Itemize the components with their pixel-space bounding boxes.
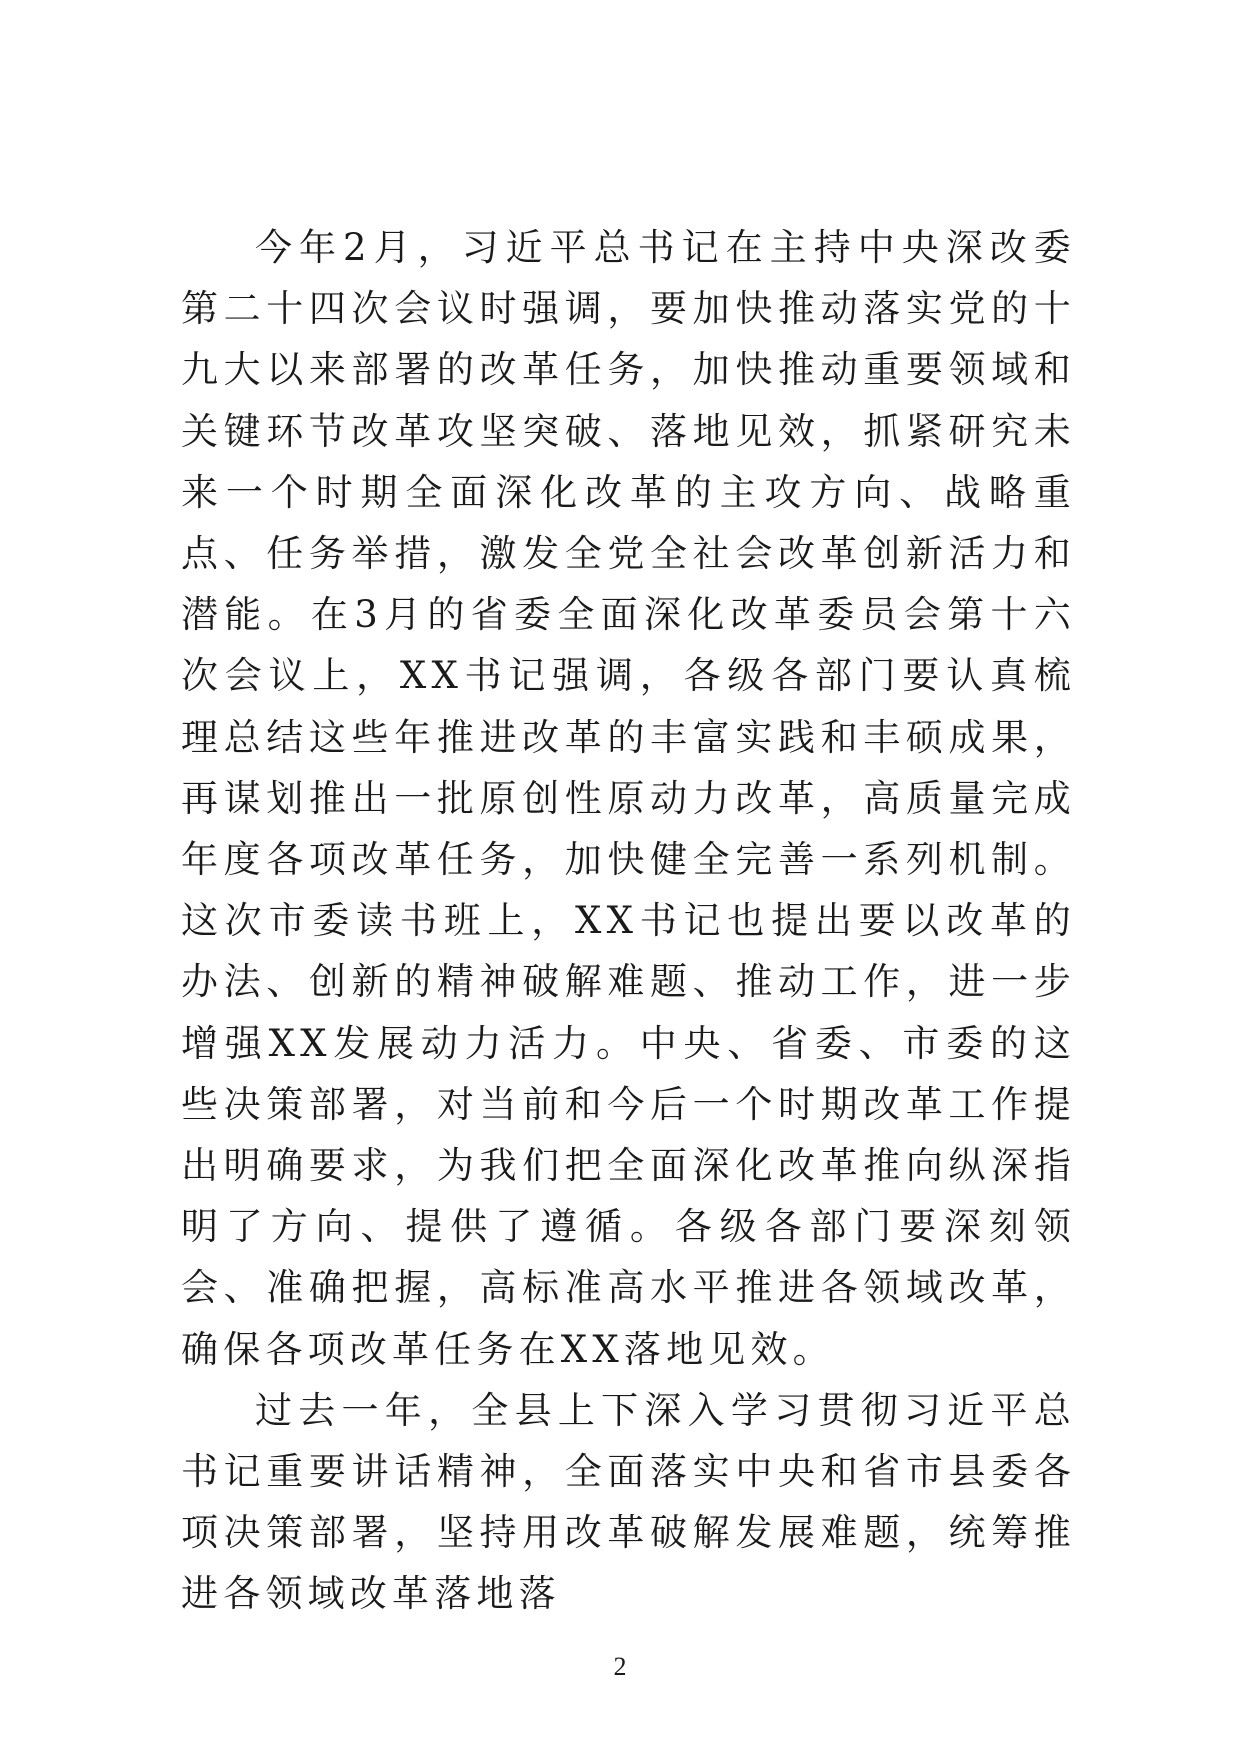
paragraph-1: 今年2月，习近平总书记在主持中央深改委第二十四次会议时强调，要加快推动落实党的十九大以来部署的改革任务，加快推动重要领域和关键环节改革攻坚突破、落地见效，抓紧研究未来一个时期全面深化改革的主攻方向、战略重点、任务举措，激发全党全社会改革创新活力和潜能。在3月的省委全面深化改革委员会第十六次会议上，XX书记强调，各级各部门要认真梳理总结这些年推进改革的丰富实践和丰硕成果，再谋划推出一批原创性原动力改革，高质量完成年度各项改革任务，加快健全完善一系列机制。这次市委读书班上，XX书记也提出要以改革的办法、创新的精神破解难题、推动工作，进一步增强XX发展动力活力。中央、省委、市委的这些决策部署，对当前和今后一个时期改革工作提出明确要求，为我们把全面深化改革推向纵深指明了方向、提供了遵循。各级各部门要深刻领会、准确把握，高标准高水平推进各领域改革，确保各项改革任务在XX落地见效。 (181, 226, 1076, 1371)
paragraph-2: 过去一年，全县上下深入学习贯彻习近平总书记重要讲话精神，全面落实中央和省市县委各项决策部署，坚持用改革破解发展难题，统筹推进各领域改革落地落 (181, 1388, 1076, 1616)
page-number: 2 (613, 1652, 627, 1681)
body-text (181, 217, 1076, 1625)
